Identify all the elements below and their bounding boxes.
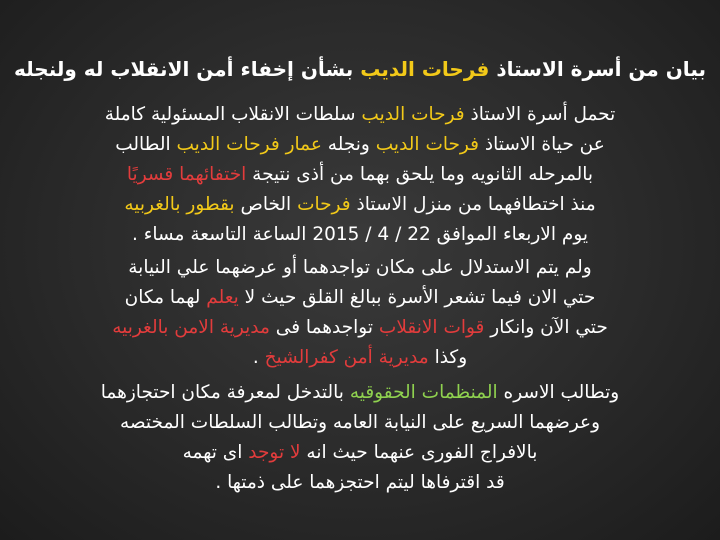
statement-text: يوم الاربعاء الموافق 22 / 4 / 2015 الساعة التاسعة مساء . [131,224,589,245]
highlighted-text: فرحات الديب [361,104,465,125]
paragraph-3-line [20,378,700,408]
statement-text: اى تهمه [182,442,249,463]
statement-text: بالافراج الفورى عنهما حيث انه [300,442,538,463]
highlighted-text: عمار فرحات الديب [176,134,322,155]
statement-text: تحمل أسرة الاستاذ [464,104,616,125]
paragraph-2-line [20,313,700,343]
statement-text: حتي الان فيما تشعر الأسرة ببالغ القلق حيث لا [238,287,596,308]
paragraph-1-line [20,130,700,160]
highlighted-text: اختفائهما قسريًا [126,164,247,185]
paragraph-1-line [20,190,700,220]
statement-text: وتطالب الاسره [497,382,620,403]
paragraph-1-line [20,160,700,190]
paragraph-2-line [20,343,700,373]
statement-text: وعرضهما السريع على النيابة العامه وتطالب السلطات المختصه [119,412,601,433]
statement-title [0,54,720,84]
title-name-highlight: فرحات الديب [360,57,490,81]
paragraph-3-line [20,408,700,438]
highlighted-text: بقطور بالغربيه [124,194,235,215]
title-text-2: بشأن إخفاء أمن الانقلاب له ولنجله [14,57,361,81]
statement-text: بالمرحله الثانويه وما يلحق بهما من أذى نتيجة [246,164,594,185]
statement-text: تواجدهما فى [269,317,379,338]
paragraph-1-line [20,100,700,130]
highlighted-text: المنظمات الحقوقيه [349,382,498,403]
highlighted-text: مديرية أمن كفرالشيخ [264,347,429,368]
statement-text: الخاص [234,194,298,215]
paragraph-2-line [20,283,700,313]
paragraph-3-line [20,438,700,468]
statement-text: . [252,347,265,368]
statement-text: بالتدخل لمعرفة مكان احتجازهما [100,382,350,403]
highlighted-text: فرحات الديب [375,134,479,155]
statement-text: ونجله [321,134,376,155]
statement-text: وكذا [428,347,468,368]
statement-text: لهما مكان [124,287,207,308]
paragraph-1 [20,100,700,250]
title-text-1: بيان من أسرة الاستاذ [489,57,706,81]
statement-text: ولم يتم الاستدلال على مكان تواجدهما أو عرضهما علي النيابة [128,257,592,278]
statement-text: قد اقترفاها ليتم احتجزهما على ذمتها . [215,472,505,493]
highlighted-text: يعلم [206,287,239,308]
statement-text: سلطات الانقلاب المسئولية كاملة [104,104,362,125]
highlighted-text: لا توجد [248,442,301,463]
highlighted-text: قوات الانقلاب [378,317,485,338]
highlighted-text: فرحات [297,194,351,215]
statement-text: حتي الآن وانكار [484,317,608,338]
paragraph-3-line [20,468,700,498]
statement-text: منذ اختطافهما من منزل الاستاذ [350,194,596,215]
paragraph-2 [20,253,700,373]
highlighted-text: مديرية الامن بالغربيه [112,317,270,338]
paragraph-1-line [20,220,700,250]
paragraph-3 [20,378,700,498]
statement-text: الطالب [115,134,177,155]
paragraph-2-line [20,253,700,283]
statement-text: عن حياة الاستاذ [479,134,605,155]
